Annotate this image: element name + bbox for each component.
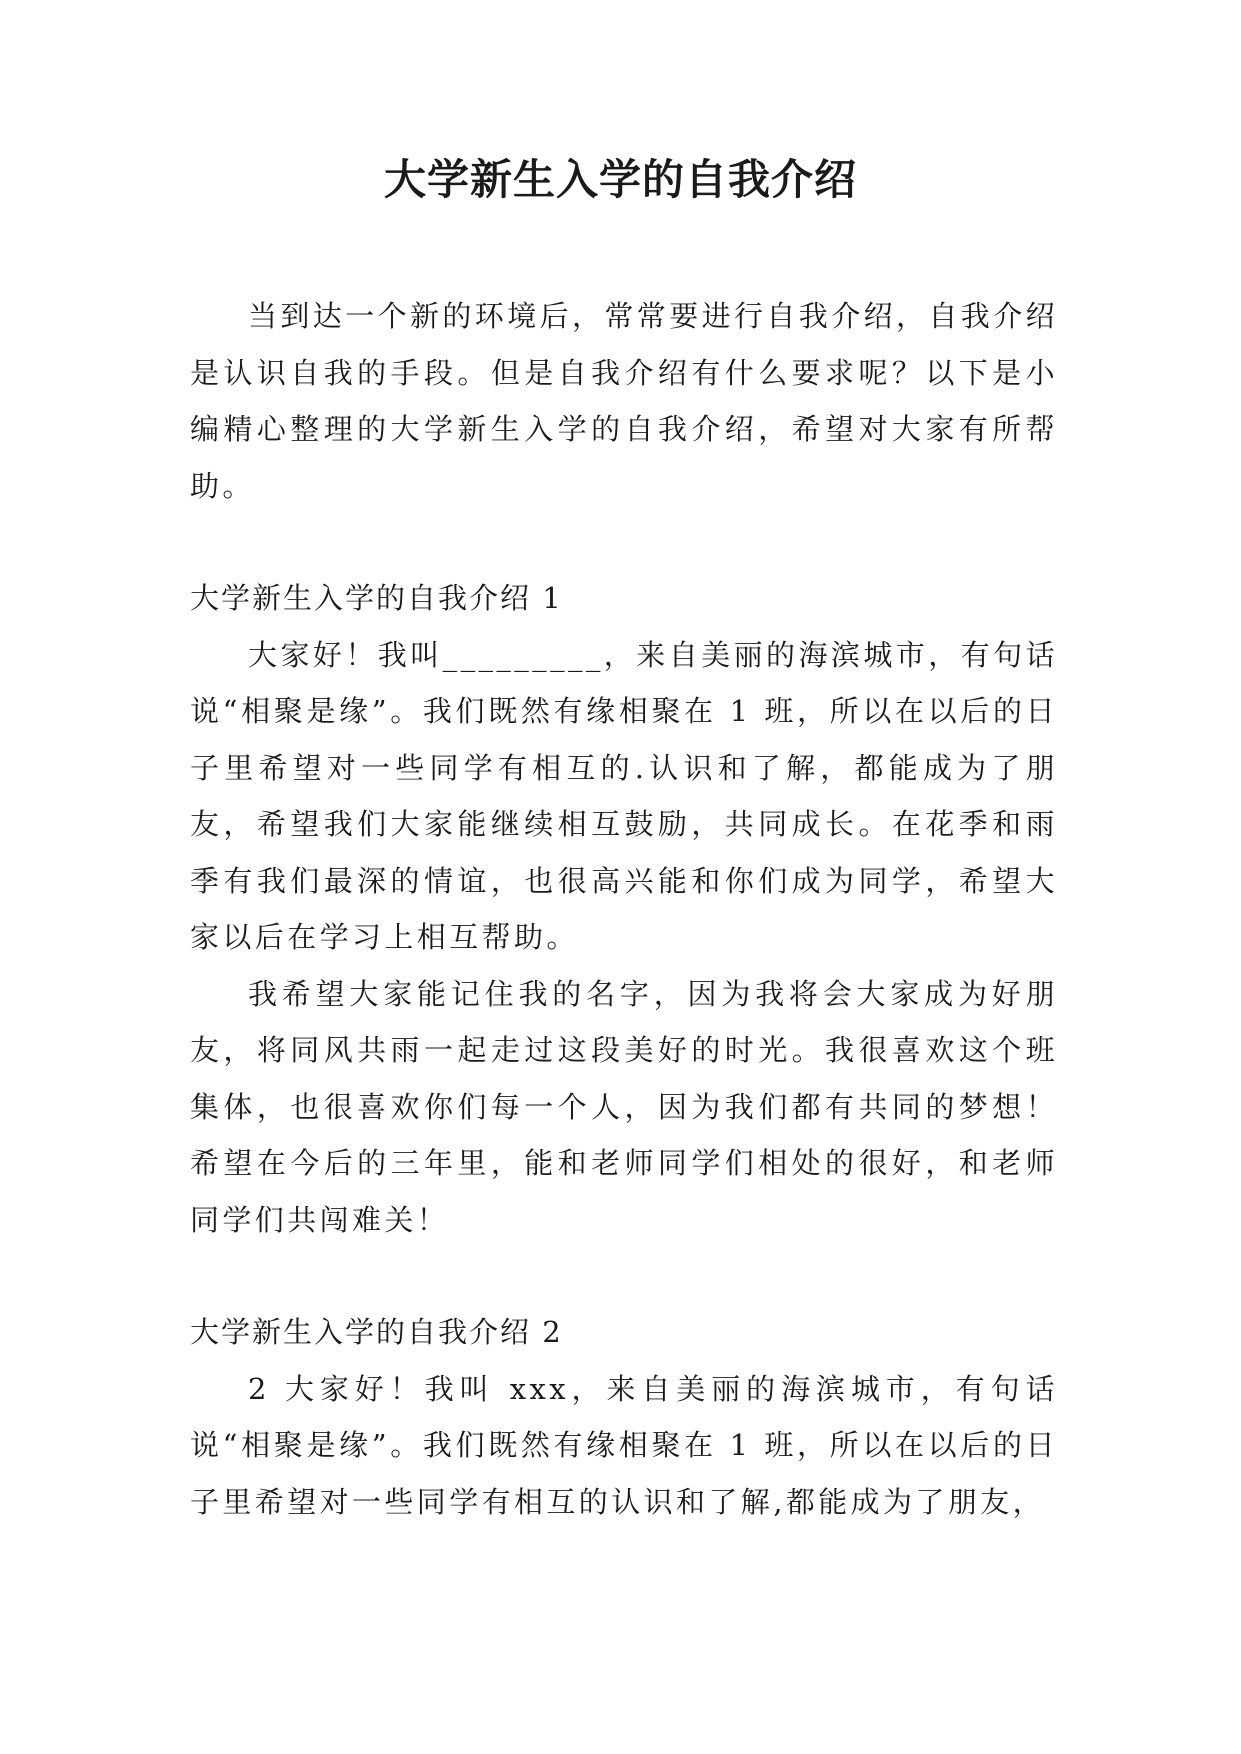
section-heading-1: 大学新生入学的自我介绍 1 <box>190 581 563 615</box>
section-spacer <box>190 1248 1058 1304</box>
page-title: 大学新生入学的自我介绍 <box>383 155 857 204</box>
section-1-paragraph-1: 大家好！我叫_________，来自美丽的海滨城市，有句话说“相聚是缘”。我们既然有缘相聚在 1 班，所以在以后的日子里希望对一些同学有相互的.认识和了解，都能成为了朋友，希望我们大家能继续相互鼓励，共同成长。在花季和雨季有我们最深的情谊，也很高兴能和你们成为同学，希望大家以后在学习上相互帮助。 <box>190 637 1058 954</box>
section-2-paragraph-1: 2 大家好！我叫 xxx，来自美丽的海滨城市，有句话说“相聚是缘”。我们既然有缘相聚在 1 班，所以在以后的日子里希望对一些同学有相互的认识和了解,都能成为了朋友， <box>190 1371 1058 1519</box>
section-1-paragraph-2: 我希望大家能记住我的名字，因为我将会大家成为好朋友，将同风共雨一起走过这段美好的时光。我很喜欢这个班集体，也很喜欢你们每一个人，因为我们都有共同的梦想！希望在今后的三年里，能和老师同学们相处的很好，和老师同学们共闯难关！ <box>190 976 1058 1237</box>
document-body <box>190 288 1058 1530</box>
section-heading-2: 大学新生入学的自我介绍 2 <box>190 1315 563 1349</box>
intro-paragraph: 当到达一个新的环境后，常常要进行自我介绍，自我介绍是认识自我的手段。但是自我介绍有什么要求呢？以下是小编精心整理的大学新生入学的自我介绍，希望对大家有所帮助。 <box>190 299 1059 503</box>
